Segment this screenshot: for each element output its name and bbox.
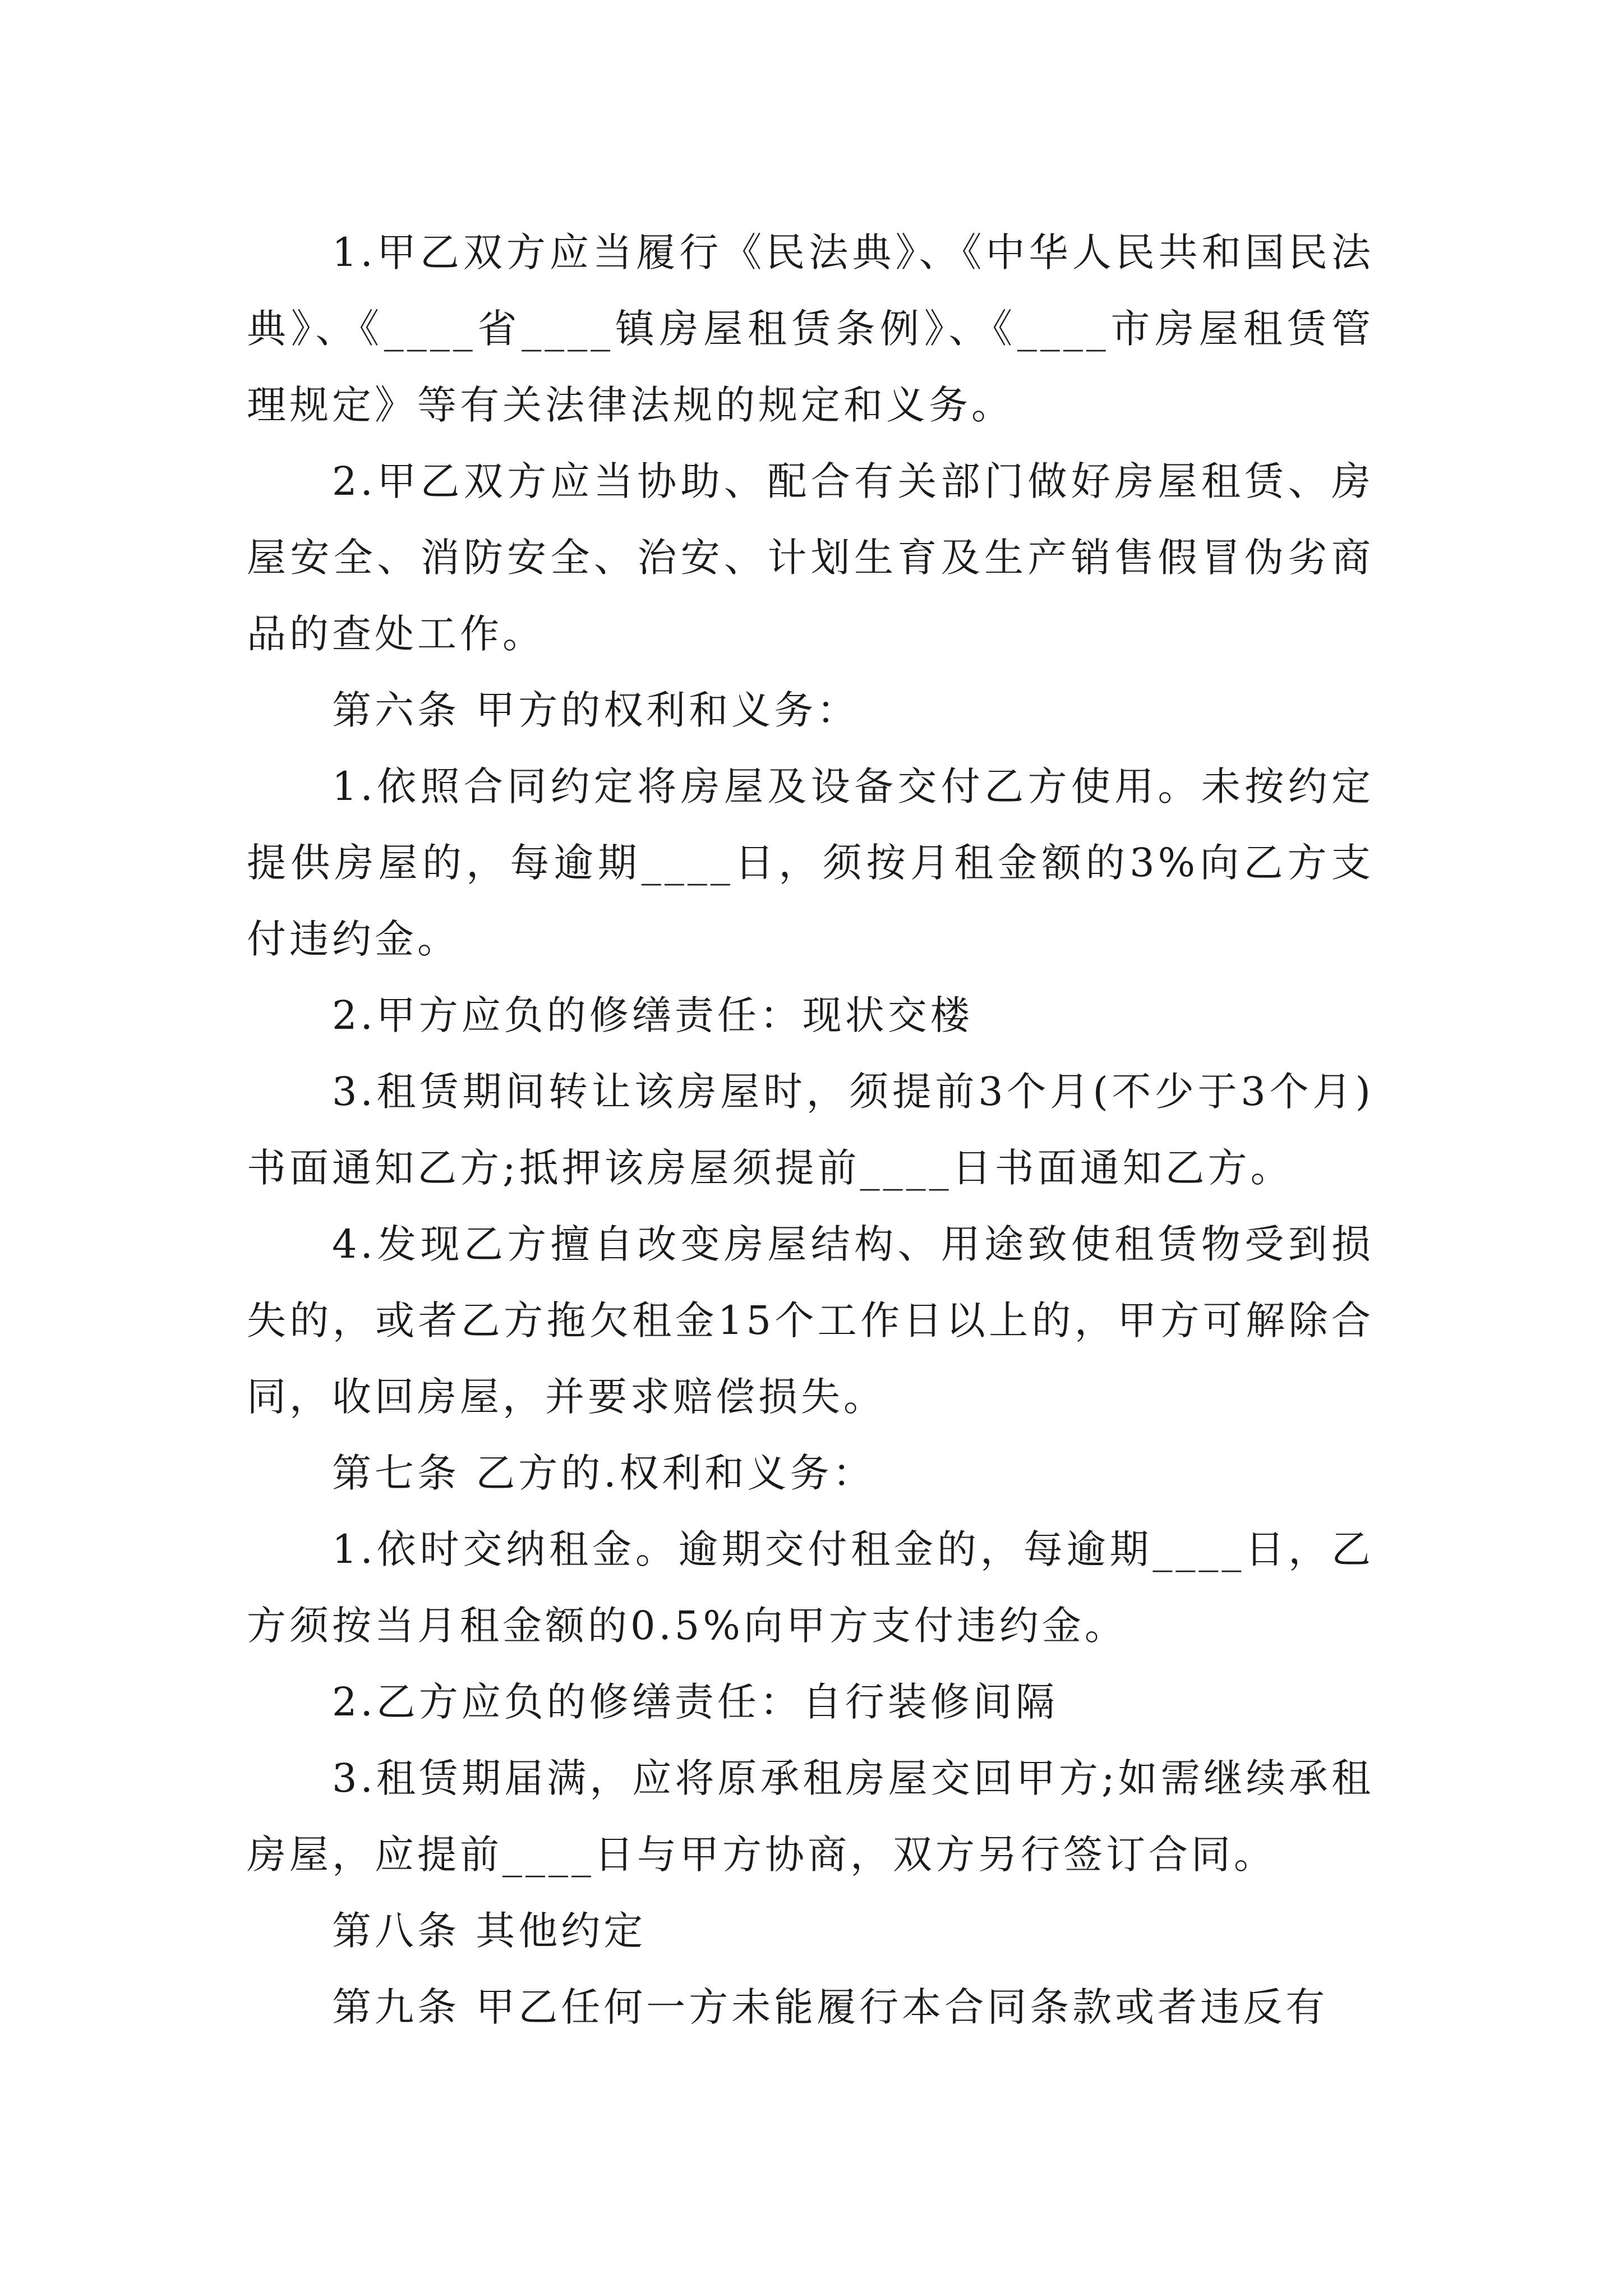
article-6-item-4: 4.发现乙方擅自改变房屋结构、用途致使租赁物受到损失的，或者乙方拖欠租金15个工作日以上的，甲方可解除合同，收回房屋，并要求赔偿损失。 (247, 1221, 1374, 1420)
article-6-heading: 第六条 甲方的权利和义务： (332, 687, 860, 733)
contract-body (247, 214, 1374, 2045)
article-7-item-3: 3.租赁期届满，应将原承租房屋交回甲方;如需继续承租房屋，应提前____日与甲方协商，双方另行签订合同。 (247, 1755, 1374, 1878)
article-6-item-3: 3.租赁期间转让该房屋时，须提前3个月(不少于3个月)书面通知乙方;抵押该房屋须提前____日书面通知乙方。 (247, 1069, 1374, 1191)
article-6-item-1: 1.依照合同约定将房屋及设备交付乙方使用。未按约定提供房屋的，每逾期____日，须按月租金额的3%向乙方支付违约金。 (247, 763, 1374, 962)
article-8-heading: 第八条 其他约定 (332, 1908, 647, 1954)
article-7-heading: 第七条 乙方的.权利和义务： (332, 1450, 875, 1496)
article-9-heading: 第九条 甲乙任何一方未能履行本合同条款或者违反有 (332, 1984, 1329, 2030)
article-7-item-1: 1.依时交纳租金。逾期交付租金的，每逾期____日，乙方须按当月租金额的0.5%向甲方支付违约金。 (247, 1526, 1374, 1649)
paragraph-obligation-law: 1.甲乙双方应当履行《民法典》、《中华人民共和国民法典》、《____省____镇房屋租赁条例》、《____市房屋租赁管理规定》等有关法律法规的规定和义务。 (247, 229, 1374, 428)
paragraph-cooperation: 2.甲乙双方应当协助、配合有关部门做好房屋租赁、房屋安全、消防安全、治安、计划生育及生产销售假冒伪劣商品的查处工作。 (247, 458, 1374, 657)
article-7-item-2: 2.乙方应负的修缮责任：自行装修间隔 (332, 1679, 1058, 1725)
article-6-item-2: 2.甲方应负的修缮责任：现状交楼 (332, 992, 973, 1038)
